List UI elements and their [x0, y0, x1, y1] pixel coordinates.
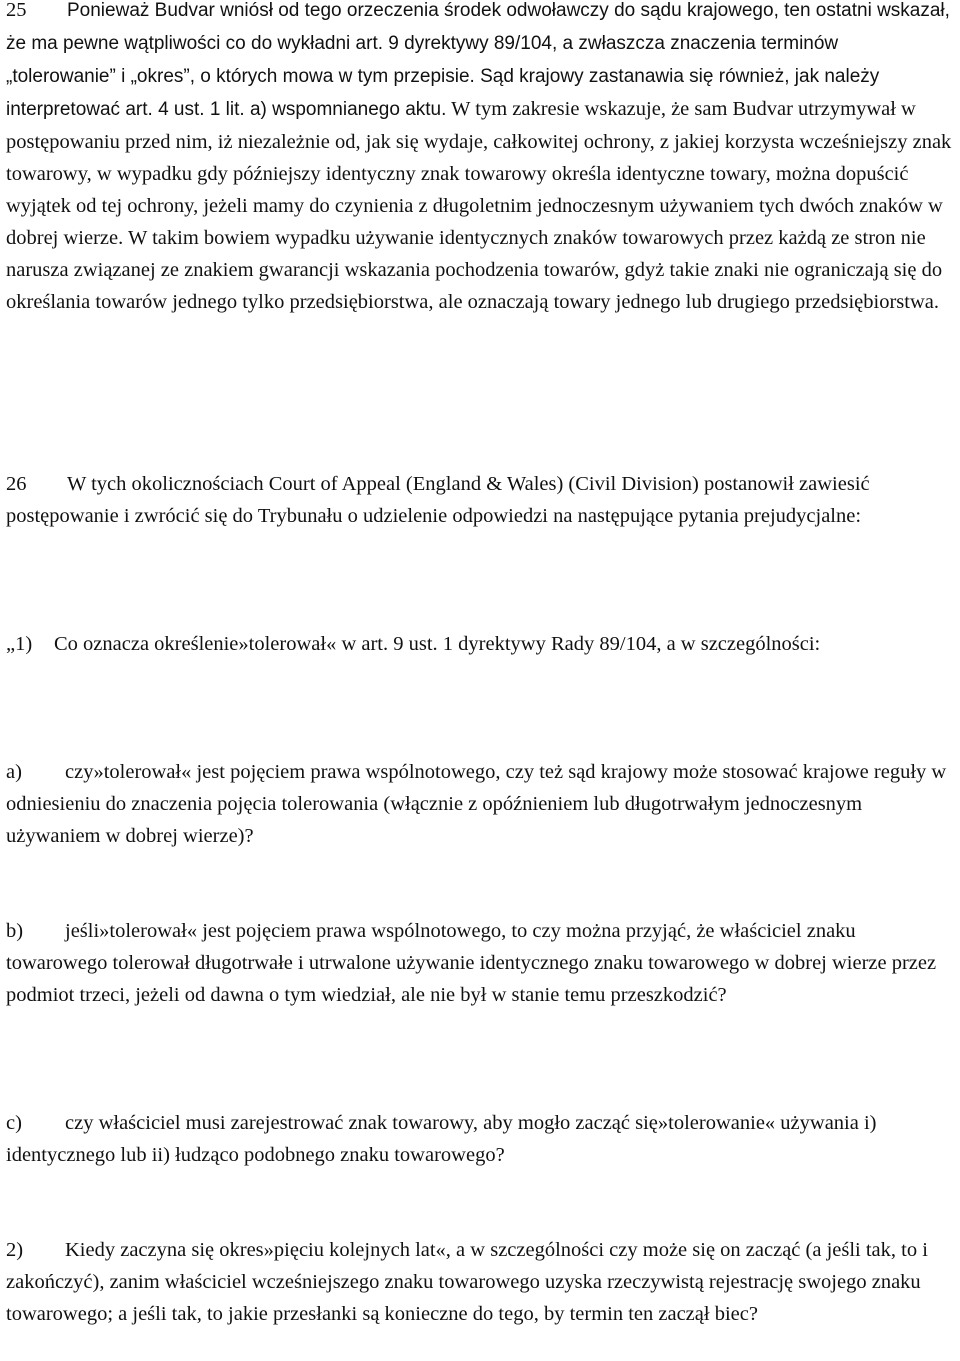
question-text: Co oznacza określenie»tolerował« w art. 9 ust. 1 dyrektywy Rady 89/104, a w szczególności: [54, 633, 821, 655]
question-1 [6, 628, 952, 660]
paragraph-number: 26 [6, 473, 27, 495]
paragraph-26 [6, 468, 952, 532]
question-text: czy właściciel musi zarejestrować znak towarowy, aby mogło zacząć się»tolerowanie« używania i) identycznego lub ii) łudząco podobnego znaku towarowego? [6, 1112, 877, 1166]
question-1b [6, 915, 952, 1011]
question-text: jeśli»tolerował« jest pojęciem prawa wspólnotowego, to czy można przyjąć, że właściciel znaku towarowego tolerował długotrwałe i utrwalone używanie identycznego znaku towarowego w dobrej wierze przez podmiot trzeci, jeżeli od dawna o tym wiedział, ale nie był w stanie temu przeszkodzić? [6, 920, 937, 1006]
question-1c [6, 1107, 952, 1171]
question-1a [6, 756, 952, 852]
question-text: czy»tolerował« jest pojęciem prawa wspólnotowego, czy też sąd krajowy może stosować krajowe reguły w odniesieniu do znaczenia pojęcia tolerowania (włącznie z opóźnieniem lub długotrwałym jednoczesnym używaniem w dobrej wierze)? [6, 761, 947, 847]
question-number: 2) [6, 1239, 24, 1261]
paragraph-text-sans: Ponieważ Budvar wniósł od tego orzeczenia środek odwoławczy do sądu krajowego, ten ostatni wskazał, że ma pewne wątpliwości co do wykładni art. 9 dyrektywy 89/104, a zwłaszcza znaczenia terminów „tolerowanie” i „okres”, o których mowa w tym przepisie. Sąd krajowy zastanawia się również, jak należy interpretować art. 4 ust. 1 lit. a) wspomnianego aktu. [6, 0, 950, 120]
question-number: „1) [6, 633, 33, 655]
question-letter: a) [6, 761, 22, 783]
question-letter: c) [6, 1112, 22, 1134]
paragraph-number: 25 [6, 0, 27, 21]
question-2 [6, 1234, 952, 1330]
question-letter: b) [6, 920, 24, 942]
question-text: Kiedy zaczyna się okres»pięciu kolejnych lat«, a w szczególności czy może się on zacząć (a jeśli tak, to i zakończyć), zanim właściciel wcześniejszego znaku towarowego uzyska rzeczywistą rejestrację swojego znaku towarowego; a jeśli tak, to jakie przesłanki są konieczne do tego, by termin ten zaczął biec? [6, 1239, 928, 1325]
paragraph-text: W tych okolicznościach Court of Appeal (England & Wales) (Civil Division) postanowił zawiesić postępowanie i zwrócić się do Trybunału o udzielenie odpowiedzi na następujące pytania prejudycjalne: [6, 473, 870, 527]
paragraph-25 [6, 0, 952, 318]
paragraph-text: W tym zakresie wskazuje, że sam Budvar utrzymywał w postępowaniu przed nim, iż niezależnie od, jak się wydaje, całkowitej ochrony, z jakiej korzysta wcześniejszy znak towarowy, w wypadku gdy późniejszy identyczny znak towarowy określa identyczne towary, można dopuścić wyjątek od tej ochrony, jeżeli mamy do czynienia z długoletnim jednoczesnym używaniem tych dwóch znaków w dobrej wierze. W takim bowiem wypadku używanie identycznych znaków towarowych przez każdą ze stron nie narusza związanej ze znakiem gwarancji wskazania pochodzenia towarów, gdyż takie znaki nie ograniczają się do określania towarów jednego tylko przedsiębiorstwa, ale oznaczają towary jednego lub drugiego przedsiębiorstwa. [6, 98, 952, 313]
